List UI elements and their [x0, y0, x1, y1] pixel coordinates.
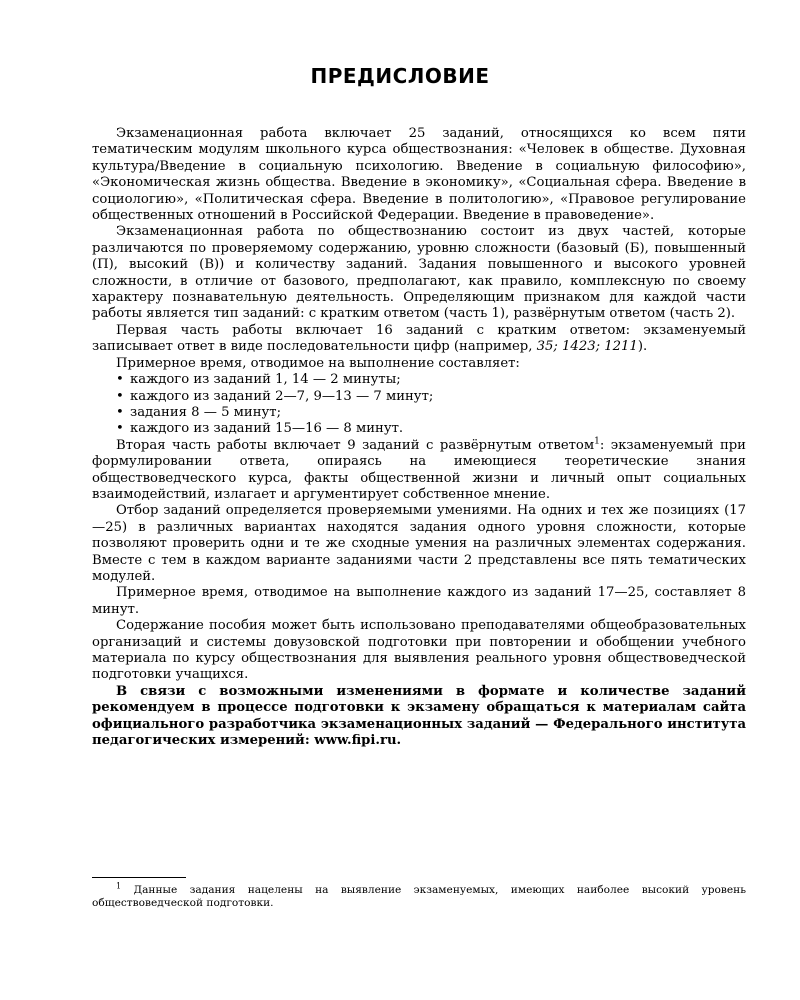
list-item: • каждого из заданий 15—16 — 8 минут.	[116, 421, 746, 437]
paragraph-notice: В связи с возможными изменениями в формате и количестве заданий рекомендуем в процессе подготовки к экзамену обращаться к материалам сайта официального разработчика экзаменационных заданий — Федерального института педагогических измерений: www.fipi.ru.	[92, 683, 746, 749]
part-one-text: Первая часть работы включает 16 заданий с кратким ответом: экзаменуемый записывает ответ в виде последовательности цифр (например,	[92, 322, 746, 355]
footnote-divider	[92, 877, 186, 878]
footnote-marker: 1	[116, 881, 122, 891]
paragraph-part-two	[92, 438, 746, 504]
list-item: • задания 8 — 5 минут;	[116, 405, 746, 421]
paragraph-task-selection: Отбор заданий определяется проверяемыми умениями. На одних и тех же позициях (17—25) в различных вариантах находятся задания одного уровня сложности, которые позволяют проверить одни и те же сходные умения на различных элементах содержания. Вместе с тем в каждом варианте заданиями части 2 представлены все пять тематических модулей.	[92, 503, 746, 584]
footnote-text: Данные задания нацелены на выявление экзаменуемых, имеющих наиболее высокий уровень обществоведческой подготовки.	[92, 884, 746, 909]
preface-body	[92, 126, 746, 749]
part-two-text-end: : экзаменуемый при формулировании ответа, опираясь на имеющиеся теоретические знания обществоведческого курса, факты общественной жизни и личный опыт социальных взаимодействий, излагает и аргументирует собственное мнение.	[92, 437, 746, 502]
list-item: • каждого из заданий 1, 14 — 2 минуты;	[116, 372, 746, 388]
paragraph-time-intro: Примерное время, отводимое на выполнение составляет:	[116, 355, 520, 371]
paragraph-two-parts: Экзаменационная работа по обществознанию состоит из двух частей, которые различаются по проверяемому содержанию, уровню сложности (базовый (Б), повышенный (П), высокий (В)) и количеству заданий. Задания повышенного и высокого уровней сложности, в отличие от базового, предполагают, как правило, комплексную по своему характеру познавательную деятельность. Определяющим признаком для каждой части работы является тип заданий: с кратким ответом (часть 1), развёрнутым ответом (часть 2).	[92, 224, 746, 322]
paragraph-exam-structure: Экзаменационная работа включает 25 заданий, относящихся ко всем пяти тематическим модулям школьного курса обществознания: «Человек в обществе. Духовная культура/Введение в социальную психологию. Введение в социальную философию», «Экономическая жизнь общества. Введение в экономику», «Социальная сфера. Введение в социологию», «Политическая сфера. Введение в политологию», «Правовое регулирование общественных отношений в Российской Федерации. Введение в правоведение».	[92, 126, 746, 224]
part-two-text: Вторая часть работы включает 9 заданий с развёрнутым ответом	[116, 437, 595, 453]
time-list	[92, 372, 746, 438]
list-item: • каждого из заданий 2—7, 9—13 — 7 минут;	[116, 389, 746, 405]
paragraph-time-part-two: Примерное время, отводимое на выполнение каждого из заданий 17—25, составляет 8 минут.	[92, 585, 746, 617]
answer-example: 35; 1423; 1211	[536, 339, 638, 355]
paragraph-usage: Содержание пособия может быть использовано преподавателями общеобразовательных организаций и системы довузовской подготовки при повторении и обобщении учебного материала по курсу обществознания для выявления реального уровня обществоведческой подготовки учащихся.	[92, 618, 746, 683]
part-one-text-end: ).	[637, 339, 648, 355]
footnote-reference[interactable]: 1	[594, 436, 600, 447]
page-title: ПРЕДИСЛОВИЕ	[310, 64, 490, 88]
paragraph-part-one	[92, 323, 746, 356]
footnote	[92, 881, 746, 910]
